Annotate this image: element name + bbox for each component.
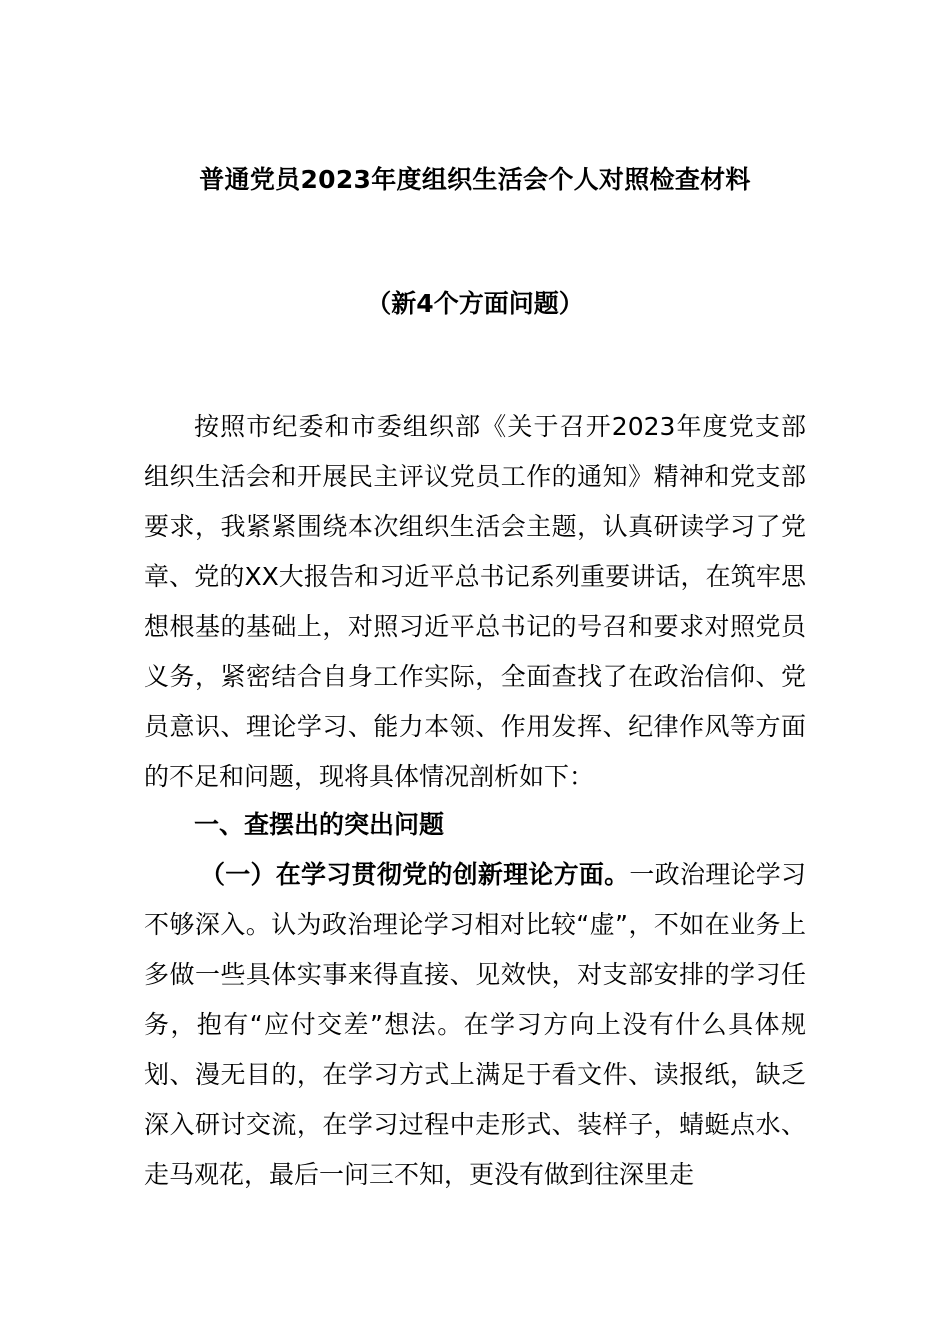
subsection-body: 一政治理论学习不够深入。认为政治理论学习相对比较“虚”，不如在业务上多做一些具体实事来得直接、见效快，对支部安排的学习任务，抱有“应付交差”想法。在学习方向上没有什么具体规划、漫无目的，在学习方式上满足于看文件、读报纸，缺乏深入研讨交流，在学习过程中走形式、装样子，蜻蜓点水、走马观花，最后一问三不知，更没有做到往深里走 xyxy=(144,860,806,1189)
document-subtitle: （新4个方面问题） xyxy=(366,289,584,318)
section-heading: 一、查摆出的突出问题 xyxy=(194,810,445,839)
document-title: 普通党员2023年度组织生活会个人对照检查材料 xyxy=(199,165,751,194)
subsection-heading: （一）在学习贯彻党的创新理论方面。 xyxy=(200,860,630,889)
section-paragraph xyxy=(144,850,806,1200)
intro-paragraph: 按照市纪委和市委组织部《关于召开2023年度党支部组织生活会和开展民主评议党员工作的通知》精神和党支部要求，我紧紧围绕本次组织生活会主题，认真研读学习了党章、党的XX大报告和习近平总书记系列重要讲话，在筑牢思想根基的基础上，对照习近平总书记的号召和要求对照党员义务，紧密结合自身工作实际，全面查找了在政治信仰、党员意识、理论学习、能力本领、作用发挥、纪律作风等方面的不足和问题，现将具体情况剖析如下： xyxy=(144,412,806,791)
